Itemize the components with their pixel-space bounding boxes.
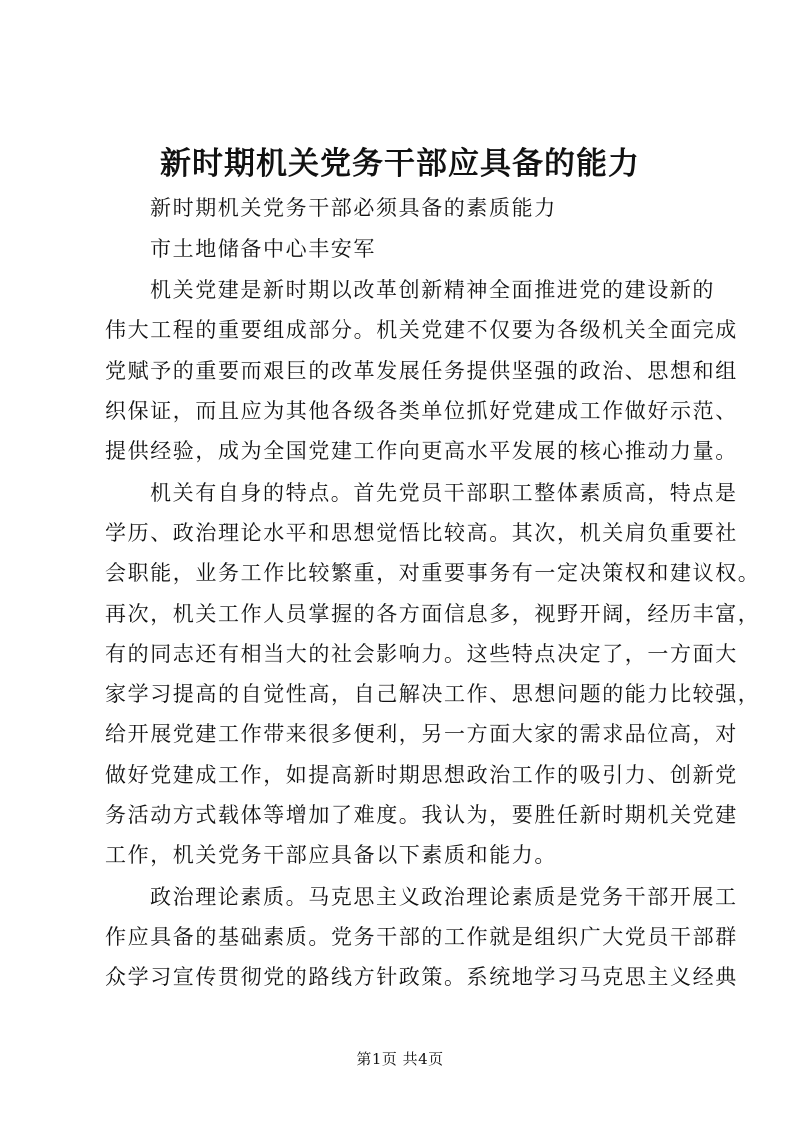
paragraph-2-line-9: 务活动方式载体等增加了难度。我认为，要胜任新时期机关党建 [105, 803, 738, 827]
paragraph-3-line-3: 众学习宣传贯彻党的路线方针政策。系统地学习马克思主义经典 [105, 965, 738, 989]
paragraph-3-line-1: 政治理论素质。马克思主义政治理论素质是党务干部开展工 [150, 885, 738, 909]
paragraph-2-line-3: 会职能，业务工作比较繁重，对重要事务有一定决策权和建议权。 [105, 561, 761, 585]
page-footer: 第1页 共4页 [356, 1050, 444, 1068]
paragraph-2-line-10: 工作，机关党务干部应具备以下素质和能力。 [105, 843, 557, 867]
paragraph-2-line-6: 家学习提高的自觉性高，自己解决工作、思想问题的能力比较强， [105, 682, 761, 706]
paragraph-2-line-7: 给开展党建工作带来很多便利，另一方面大家的需求品位高，对 [105, 722, 738, 746]
document-subtitle: 新时期机关党务干部必须具备的素质能力 [150, 196, 557, 220]
paragraph-1-line-2: 伟大工程的重要组成部分。机关党建不仅要为各级机关全面完成 [105, 318, 738, 342]
author-line: 市土地储备中心丰安军 [150, 237, 376, 261]
paragraph-3-line-2: 作应具备的基础素质。党务干部的工作就是组织广大党员干部群 [105, 925, 738, 949]
paragraph-1-line-4: 织保证，而且应为其他各级各类单位抓好党建成工作做好示范、 [105, 399, 738, 423]
paragraph-2-line-5: 有的同志还有相当大的社会影响力。这些特点决定了，一方面大 [105, 642, 738, 666]
paragraph-2-line-1: 机关有自身的特点。首先党员干部职工整体素质高，特点是 [150, 481, 738, 505]
paragraph-2-line-4: 再次，机关工作人员掌握的各方面信息多，视野开阔，经历丰富， [105, 602, 761, 626]
document-title: 新时期机关党务干部应具备的能力 [160, 146, 640, 182]
paragraph-2-line-2: 学历、政治理论水平和思想觉悟比较高。其次，机关肩负重要社 [105, 521, 738, 545]
paragraph-1-line-5: 提供经验，成为全国党建工作向更高水平发展的核心推动力量。 [105, 439, 738, 463]
paragraph-2-line-8: 做好党建成工作，如提高新时期思想政治工作的吸引力、创新党 [105, 763, 738, 787]
paragraph-1-line-3: 党赋予的重要而艰巨的改革发展任务提供坚强的政治、思想和组 [105, 359, 738, 383]
paragraph-1-line-1: 机关党建是新时期以改革创新精神全面推进党的建设新的 [150, 278, 715, 302]
